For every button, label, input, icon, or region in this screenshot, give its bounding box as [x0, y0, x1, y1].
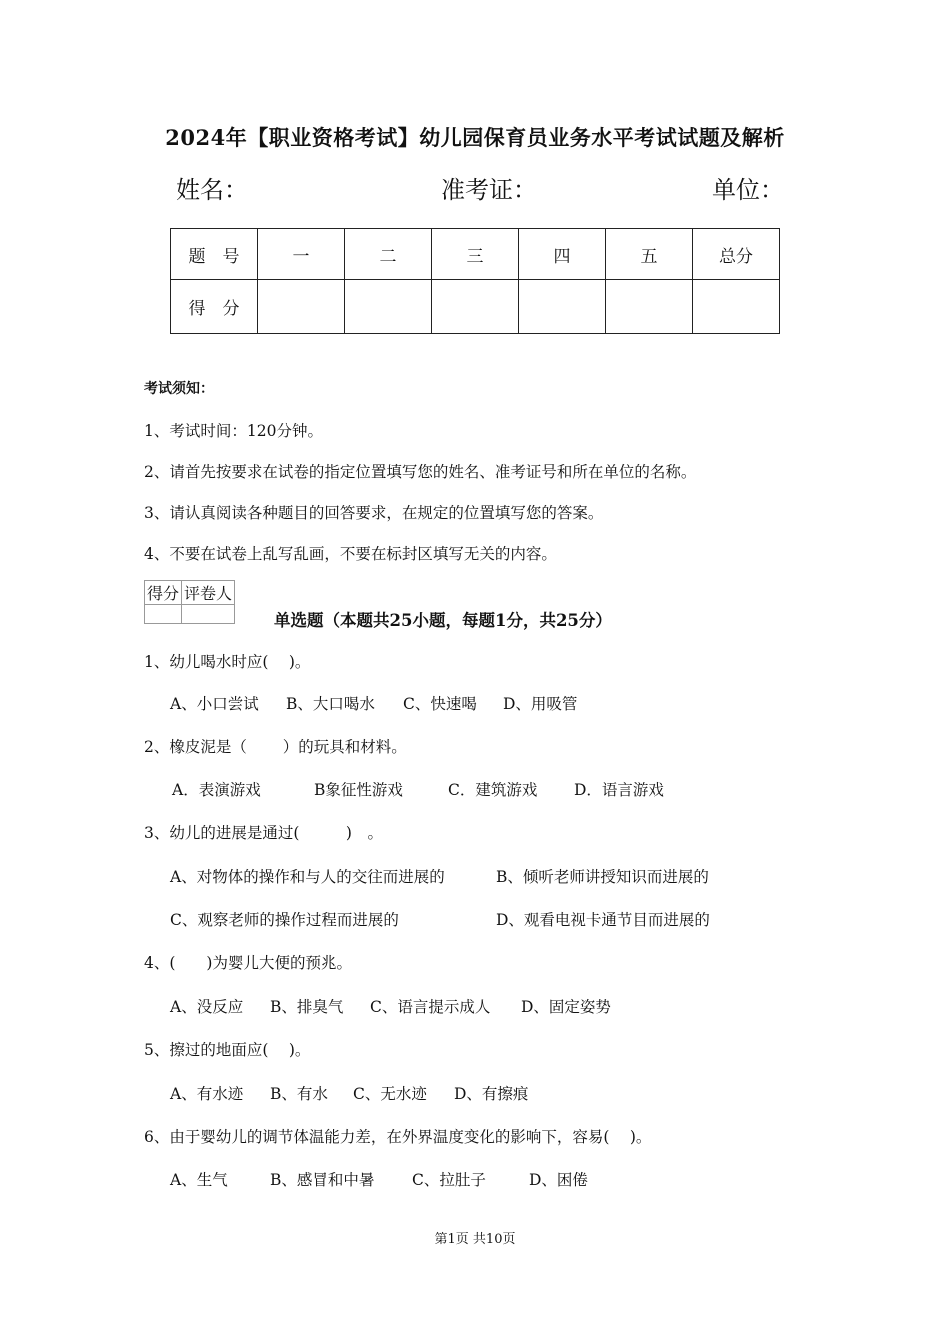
question-option: D、观看电视卡通节目而进展的 [496, 911, 710, 929]
score-table [170, 228, 780, 334]
question-option: A．表演游戏 [172, 781, 261, 799]
grader-score-cell [145, 605, 182, 624]
question-option: D、用吸管 [503, 695, 578, 713]
question-stem: 4、( )为婴儿大便的预兆。 [144, 954, 352, 972]
question-stem: 1、幼儿喝水时应( )。 [144, 653, 311, 671]
question-option: C、语言提示成人 [370, 998, 491, 1016]
score-cell [345, 280, 432, 334]
question-option: A、小口尝试 [170, 695, 259, 713]
score-row-label: 得 分 [171, 280, 258, 334]
grader-name-label: 评卷人 [182, 581, 235, 605]
score-header-cell: 二 [345, 229, 432, 280]
page-footer: 第1页 共10页 [434, 1232, 516, 1247]
question-option: A、生气 [170, 1171, 228, 1189]
notice-item: 1、考试时间：120分钟。 [144, 422, 323, 440]
question-option: D、困倦 [529, 1171, 588, 1189]
question-option: A、没反应 [170, 998, 244, 1016]
notice-item: 3、请认真阅读各种题目的回答要求，在规定的位置填写您的答案。 [144, 504, 604, 522]
question-option: D、有擦痕 [454, 1085, 529, 1103]
question-option: A、对物体的操作和与人的交往而进展的 [170, 868, 445, 886]
section-heading: 单选题（本题共25小题，每题1分，共25分） [274, 611, 612, 630]
unit-field-label: 单位： [712, 176, 784, 204]
question-stem: 6、由于婴幼儿的调节体温能力差，在外界温度变化的影响下，容易( )。 [144, 1128, 652, 1146]
question-option: B、倾听老师讲授知识而进展的 [496, 868, 709, 886]
question-option: B、排臭气 [270, 998, 344, 1016]
score-table-header-row [171, 229, 780, 280]
question-stem: 2、橡皮泥是（ ）的玩具和材料。 [144, 738, 407, 756]
score-cell [432, 280, 519, 334]
document-title: 2024年【职业资格考试】幼儿园保育员业务水平考试试题及解析 [165, 125, 785, 150]
score-cell [258, 280, 345, 334]
question-option: C、观察老师的操作过程而进展的 [170, 911, 399, 929]
score-cell [519, 280, 606, 334]
question-option: B象征性游戏 [314, 781, 403, 799]
score-cell [693, 280, 780, 334]
question-option: C、快速喝 [403, 695, 477, 713]
question-option: D．语言游戏 [574, 781, 664, 799]
question-option: C、无水迹 [353, 1085, 427, 1103]
grader-box [144, 580, 235, 624]
question-option: C．建筑游戏 [448, 781, 538, 799]
grader-score-label: 得分 [145, 581, 182, 605]
score-header-cell: 四 [519, 229, 606, 280]
score-header-label: 题 号 [171, 229, 258, 280]
question-option: B、有水 [270, 1085, 328, 1103]
grader-name-cell [182, 605, 235, 624]
score-header-cell: 三 [432, 229, 519, 280]
score-table-score-row [171, 280, 780, 334]
name-field-label: 姓名： [176, 176, 248, 204]
notice-heading: 考试须知： [144, 381, 214, 397]
score-cell [606, 280, 693, 334]
ticket-field-label: 准考证： [441, 176, 537, 204]
score-header-cell: 一 [258, 229, 345, 280]
question-stem: 5、擦过的地面应( )。 [144, 1041, 311, 1059]
notice-item: 4、不要在试卷上乱写乱画，不要在标封区填写无关的内容。 [144, 545, 557, 563]
question-option: C、拉肚子 [412, 1171, 486, 1189]
score-header-cell: 五 [606, 229, 693, 280]
score-header-total: 总分 [693, 229, 780, 280]
notice-item: 2、请首先按要求在试卷的指定位置填写您的姓名、准考证号和所在单位的名称。 [144, 463, 697, 481]
question-stem: 3、幼儿的进展是通过( ) 。 [144, 824, 383, 842]
question-option: A、有水迹 [170, 1085, 244, 1103]
question-option: B、大口喝水 [286, 695, 375, 713]
question-option: D、固定姿势 [521, 998, 611, 1016]
question-option: B、感冒和中暑 [270, 1171, 375, 1189]
